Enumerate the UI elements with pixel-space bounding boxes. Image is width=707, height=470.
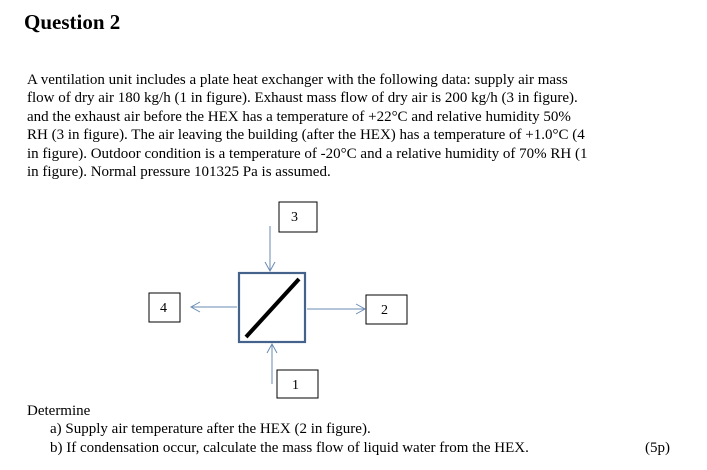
question-item-b bbox=[50, 440, 529, 457]
problem-line: RH (3 in figure). The air leaving the building (after the HEX) has a temperature of +1.0°C (4 bbox=[27, 127, 585, 144]
problem-line: in figure). Normal pressure 101325 Pa is assumed. bbox=[27, 164, 331, 181]
node-label-1: 1 bbox=[292, 378, 299, 393]
node-label-2: 2 bbox=[381, 303, 388, 318]
determine-label: Determine bbox=[27, 403, 91, 419]
problem-line: A ventilation unit includes a plate heat exchanger with the following data: supply air mass bbox=[27, 72, 568, 88]
problem-line: in figure). Outdoor condition is a temperature of -20°C and a relative humidity of 70% RH (1 bbox=[27, 145, 588, 162]
problem-line: and the exhaust air before the HEX has a temperature of +22°C and relative humidity 50% bbox=[27, 108, 571, 125]
question-marker: b) bbox=[50, 440, 63, 456]
node-label-3: 3 bbox=[291, 210, 298, 225]
question-marker: a) bbox=[50, 421, 62, 437]
problem-line: flow of dry air 180 kg/h (1 in figure). Exhaust mass flow of dry air is 200 kg/h (3 in figure). bbox=[27, 90, 578, 107]
node-box-3 bbox=[279, 202, 317, 232]
question-item-a bbox=[50, 421, 371, 438]
question-heading: Question 2 bbox=[24, 10, 121, 34]
question-text: Supply air temperature after the HEX (2 in figure). bbox=[65, 421, 371, 437]
question-text: If condensation occur, calculate the mass flow of liquid water from the HEX. bbox=[66, 440, 529, 456]
points-label: (5p) bbox=[645, 440, 670, 456]
node-label-4: 4 bbox=[160, 301, 167, 316]
